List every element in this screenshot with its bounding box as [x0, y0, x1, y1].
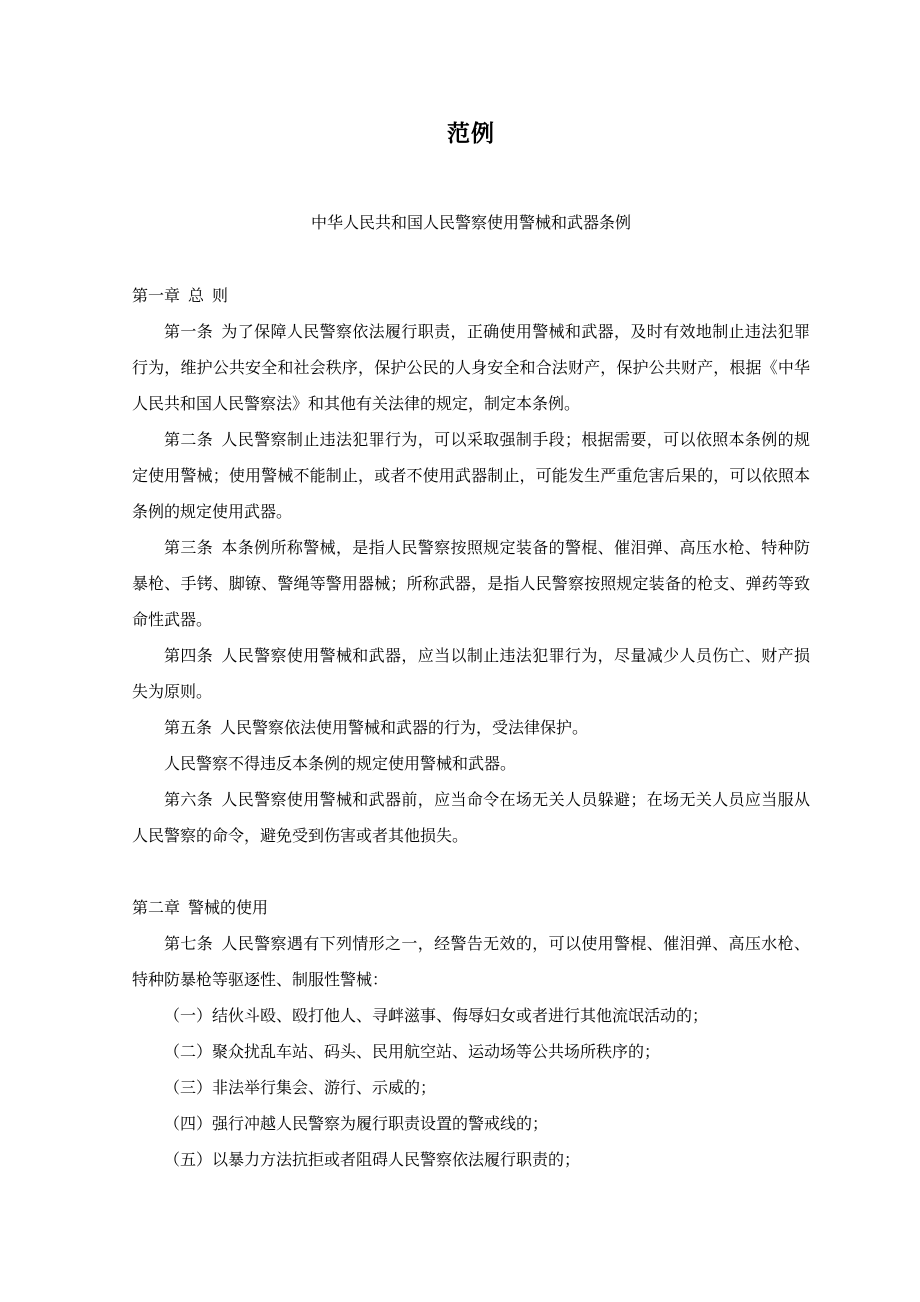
regulation-title: 中华人民共和国人民警察使用警械和武器条例 — [310, 215, 631, 232]
chapter-1-heading: 第一章 总 则 — [132, 288, 229, 305]
chapter-2-heading: 第二章 警械的使用 — [132, 900, 269, 917]
article-4-paragraph: 第四条 人民警察使用警械和武器，应当以制止违法犯罪行为，尽量减少人员伤亡、财产损失为原则。 — [132, 648, 810, 701]
article-7-item-2: （二）聚众扰乱车站、码头、民用航空站、运动场等公共场所秩序的； — [164, 1044, 661, 1061]
article-6-paragraph: 第六条 人民警察使用警械和武器前，应当命令在场无关人员躲避；在场无关人员应当服从人民警察的命令，避免受到伤害或者其他损失。 — [132, 792, 810, 845]
article-7-item-4: （四）强行冲越人民警察为履行职责设置的警戒线的； — [164, 1116, 549, 1133]
article-5-paragraph-2: 人民警察不得违反本条例的规定使用警械和武器。 — [164, 756, 517, 773]
article-5-paragraph: 第五条 人民警察依法使用警械和武器的行为，受法律保护。 — [164, 720, 589, 737]
article-7-item-3: （三）非法举行集会、游行、示威的； — [164, 1080, 437, 1097]
article-7-item-1: （一）结伙斗殴、殴打他人、寻衅滋事、侮辱妇女或者进行其他流氓活动的； — [164, 1008, 709, 1025]
article-7-item-5: （五）以暴力方法抗拒或者阻碍人民警察依法履行职责的； — [164, 1152, 581, 1169]
document-title: 范例 — [447, 121, 495, 146]
article-2-paragraph: 第二条 人民警察制止违法犯罪行为，可以采取强制手段；根据需要，可以依照本条例的规定使用警械；使用警械不能制止，或者不使用武器制止，可能发生严重危害后果的，可以依照本条例的规定使用武器。 — [132, 432, 810, 521]
article-3-paragraph: 第三条 本条例所称警械，是指人民警察按照规定装备的警棍、催泪弹、高压水枪、特种防暴枪、手铐、脚镣、警绳等警用器械；所称武器，是指人民警察按照规定装备的枪支、弹药等致命性武器。 — [132, 540, 810, 629]
article-7-paragraph: 第七条 人民警察遇有下列情形之一，经警告无效的，可以使用警棍、催泪弹、高压水枪、特种防暴枪等驱逐性、制服性警械： — [132, 936, 810, 989]
article-1-paragraph: 第一条 为了保障人民警察依法履行职责，正确使用警械和武器，及时有效地制止违法犯罪行为，维护公共安全和社会秩序，保护公民的人身安全和合法财产，保护公共财产，根据《中华人民共和国人民警察法》和其他有关法律的规定，制定本条例。 — [132, 324, 810, 413]
